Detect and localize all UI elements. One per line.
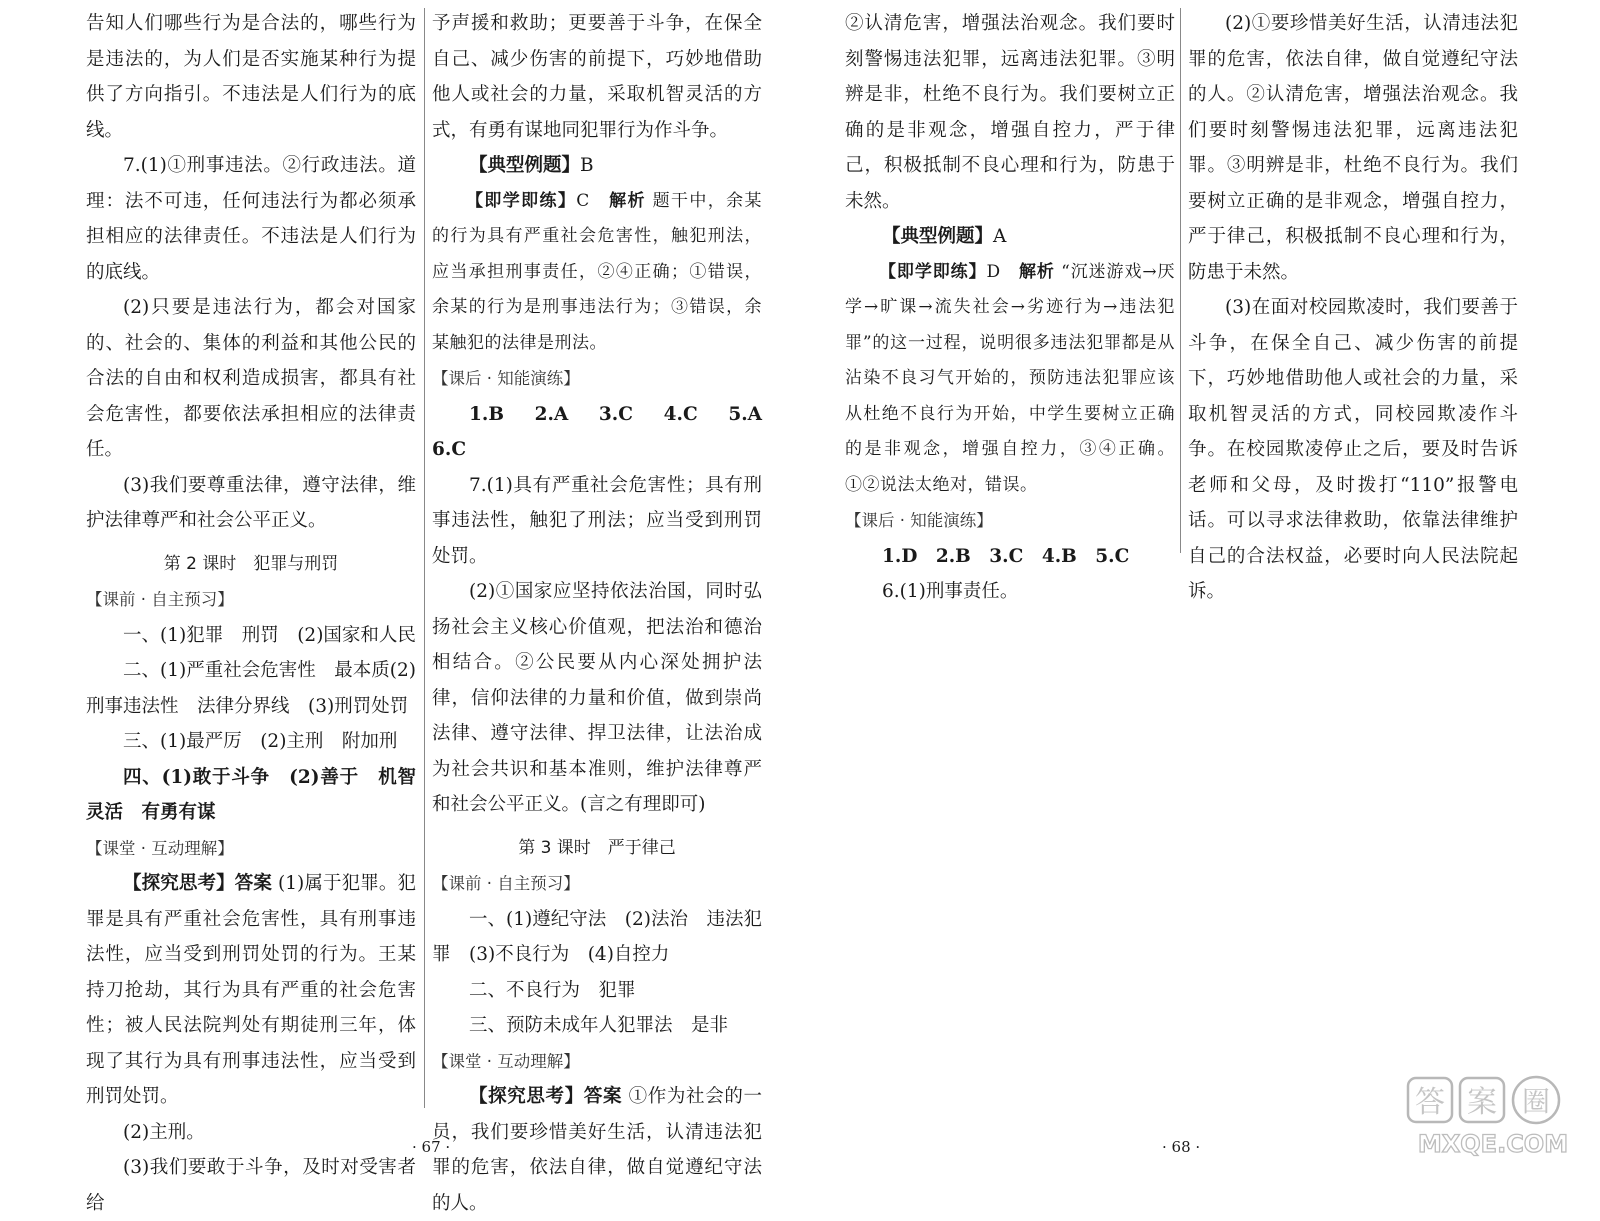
- preview-answer-2: 二、不良行为 犯罪: [469, 979, 636, 1001]
- svg-text:MXQE.COM: MXQE.COM: [1417, 1130, 1569, 1158]
- column-divider: [1180, 8, 1181, 553]
- column-2: [432, 6, 781, 1221]
- practice-label: 【即学即练】: [879, 261, 987, 282]
- answer-2: (2)主刑。: [123, 1121, 205, 1143]
- page-number-right: · 68 ·: [1162, 1138, 1201, 1156]
- explore-text: ①作为社会的一员，我们要珍惜美好生活，认清违法犯罪的危害，依法自律，做自觉遵纪守法的人。: [432, 1086, 762, 1214]
- answer-7-3: (3)我们要尊重法律，遵守法律，维护法律尊严和社会公平正义。: [86, 474, 416, 531]
- lesson-2-title: 第 2 课时 犯罪与刑罚: [163, 553, 339, 574]
- section-header: 【课后 · 知能演练】: [432, 369, 580, 388]
- answer-7-1: 7.(1)具有严重社会危害性；具有刑事违法性，触犯了刑法；应当受到刑罚处罚。: [432, 474, 762, 567]
- answer-3: (3)在面对校园欺凌时，我们要善于斗争，在保全自己、减少伤害的前提下，巧妙地借助他人或社会的力量，采取机智灵活的方式，同校园欺凌作斗争。在校园欺凌停止之后，要及时告诉老师和父母，及时拨打“110”报警电话。可以寻求法律救助，依靠法律维护自己的合法权益，必要时向人民法院起诉。: [1188, 297, 1518, 602]
- choice-answers: 1.D 2.B 3.C 4.B 5.C: [882, 545, 1130, 567]
- answer-2: (2)①要珍惜美好生活，认清违法犯罪的危害，依法自律，做自觉遵纪守法的人。②认清危害，增强法治观念。我们要时刻警惕违法犯罪，远离违法犯罪。③明辨是非，杜绝不良行为。我们要树立正确的是非观念，增强自控力，严于律己，积极抵制不良心理和行为，防患于未然。: [1188, 13, 1518, 283]
- column-divider: [424, 8, 425, 1108]
- page-number-left: · 67 ·: [412, 1138, 451, 1156]
- example-value: B: [580, 155, 594, 176]
- answer-6-1: 6.(1)刑事责任。: [882, 581, 1019, 602]
- section-header: 【课前 · 自主预习】: [86, 590, 234, 609]
- analysis-text: “沉迷游戏→厌学→旷课→流失社会→劣迹行为→违法犯罪”的这一过程，说明很多违法犯罪都是从沾染不良习气开始的，预防违法犯罪应该从杜绝不良行为开始，中学生要树立正确的是非观念，增强自控力，③④正确。①②说法太绝对，错误。: [845, 261, 1176, 495]
- example-label: 【典型例题】: [469, 155, 581, 176]
- practice-value: C: [576, 190, 590, 211]
- answer-7-2: (2)①国家应坚持依法治国，同时弘扬社会主义核心价值观，把法治和德治相结合。②公民要从内心深处拥护法律，信仰法律的力量和价值，做到崇尚法律、遵守法律、捍卫法律，让法治成为社会共识和基本准则，维护法律尊严和社会公平正义。(言之有理即可): [432, 581, 762, 815]
- svg-text:圈: 圈: [1521, 1085, 1551, 1118]
- section-header: 【课堂 · 互动理解】: [432, 1051, 580, 1071]
- explore-label: 【探究思考】答案: [469, 1086, 623, 1107]
- preview-answer-3: 三、预防未成年人犯罪法 是非: [469, 1015, 729, 1036]
- lesson-3-title: 第 3 课时 严于律己: [518, 837, 676, 858]
- section-header: 【课堂 · 互动理解】: [86, 838, 234, 858]
- watermark-logo: [1404, 1072, 1582, 1158]
- column-4: [1188, 6, 1518, 610]
- paragraph: ②认清危害，增强法治观念。我们要时刻警惕违法犯罪，远离违法犯罪。③明辨是非，杜绝不良行为。我们要树立正确的是非观念，增强自控力，严于律己，积极抵制不良心理和行为，防患于未然。: [845, 13, 1175, 212]
- explore-text: (1)属于犯罪。犯罪是具有严重社会危害性，具有刑事违法性，应当受到刑罚处罚的行为。王某持刀抢劫，其行为具有严重的社会危害性；被人民法院判处有期徒刑三年，体现了其行为具有刑事违法性，应当受到刑罚处罚。: [86, 873, 416, 1107]
- answer-7-1: 7.(1)①刑事违法。②行政违法。道理：法不可违，任何违法行为都必须承担相应的法律责任。不违法是人们行为的底线。: [86, 155, 416, 283]
- answer-7-2: (2)只要是违法行为，都会对国家的、社会的、集体的利益和其他公民的合法的自由和权利造成损害，都具有社会危害性，都要依法承担相应的法律责任。: [86, 297, 416, 460]
- explore-answer: [432, 1079, 762, 1221]
- analysis-label: 解析: [609, 190, 646, 211]
- explore-answer: [86, 866, 416, 1115]
- example-label: 【典型例题】: [882, 226, 994, 247]
- practice-label: 【即学即练】: [466, 190, 577, 211]
- practice-answer: [845, 255, 1175, 504]
- preview-answer-2: 二、(1)严重社会危害性 最本质(2)刑事违法性 法律分界线 (3)刑罚处罚: [86, 660, 416, 717]
- preview-answer-4: 四、(1)敢于斗争 (2)善于 机智灵活 有勇有谋: [86, 766, 416, 823]
- preview-answer-3: 三、(1)最严厉 (2)主刑 附加刑: [123, 731, 398, 752]
- section-header: 【课后 · 知能演练】: [845, 511, 993, 530]
- practice-value: D: [986, 261, 1001, 282]
- analysis-label: 解析: [1018, 261, 1055, 282]
- svg-text:案: 案: [1467, 1085, 1497, 1120]
- svg-text:答: 答: [1415, 1085, 1445, 1120]
- answer-3: (3)我们要敢于斗争，及时对受害者给: [86, 1157, 416, 1214]
- paragraph: 告知人们哪些行为是合法的，哪些行为是违法的，为人们是否实施某种行为提供了方向指引。不违法是人们行为的底线。: [86, 13, 416, 141]
- column-3: [845, 6, 1175, 610]
- choice-answers: 1.B 2.A 3.C 4.C 5.A 6.C: [432, 403, 781, 460]
- explore-label: 【探究思考】答案: [123, 873, 273, 894]
- example-value: A: [993, 226, 1007, 247]
- preview-answer-1: 一、(1)犯罪 刑罚 (2)国家和人民: [123, 624, 416, 646]
- example-answer: [845, 219, 1175, 255]
- section-header: 【课前 · 自主预习】: [432, 874, 580, 893]
- example-answer: [432, 148, 762, 184]
- analysis-text: 题干中，余某的行为具有严重社会危害性，触犯刑法，应当承担刑事责任，②④正确；①错误，余某的行为是刑事违法行为；③错误，余某触犯的法律是刑法。: [432, 190, 763, 353]
- paragraph: 予声援和救助；更要善于斗争，在保全自己、减少伤害的前提下，巧妙地借助他人或社会的力量，采取机智灵活的方式，有勇有谋地同犯罪行为作斗争。: [432, 13, 762, 141]
- practice-answer: [432, 184, 762, 362]
- preview-answer-1: 一、(1)遵纪守法 (2)法治 违法犯罪 (3)不良行为 (4)自控力: [432, 908, 762, 965]
- column-1: [86, 6, 416, 1221]
